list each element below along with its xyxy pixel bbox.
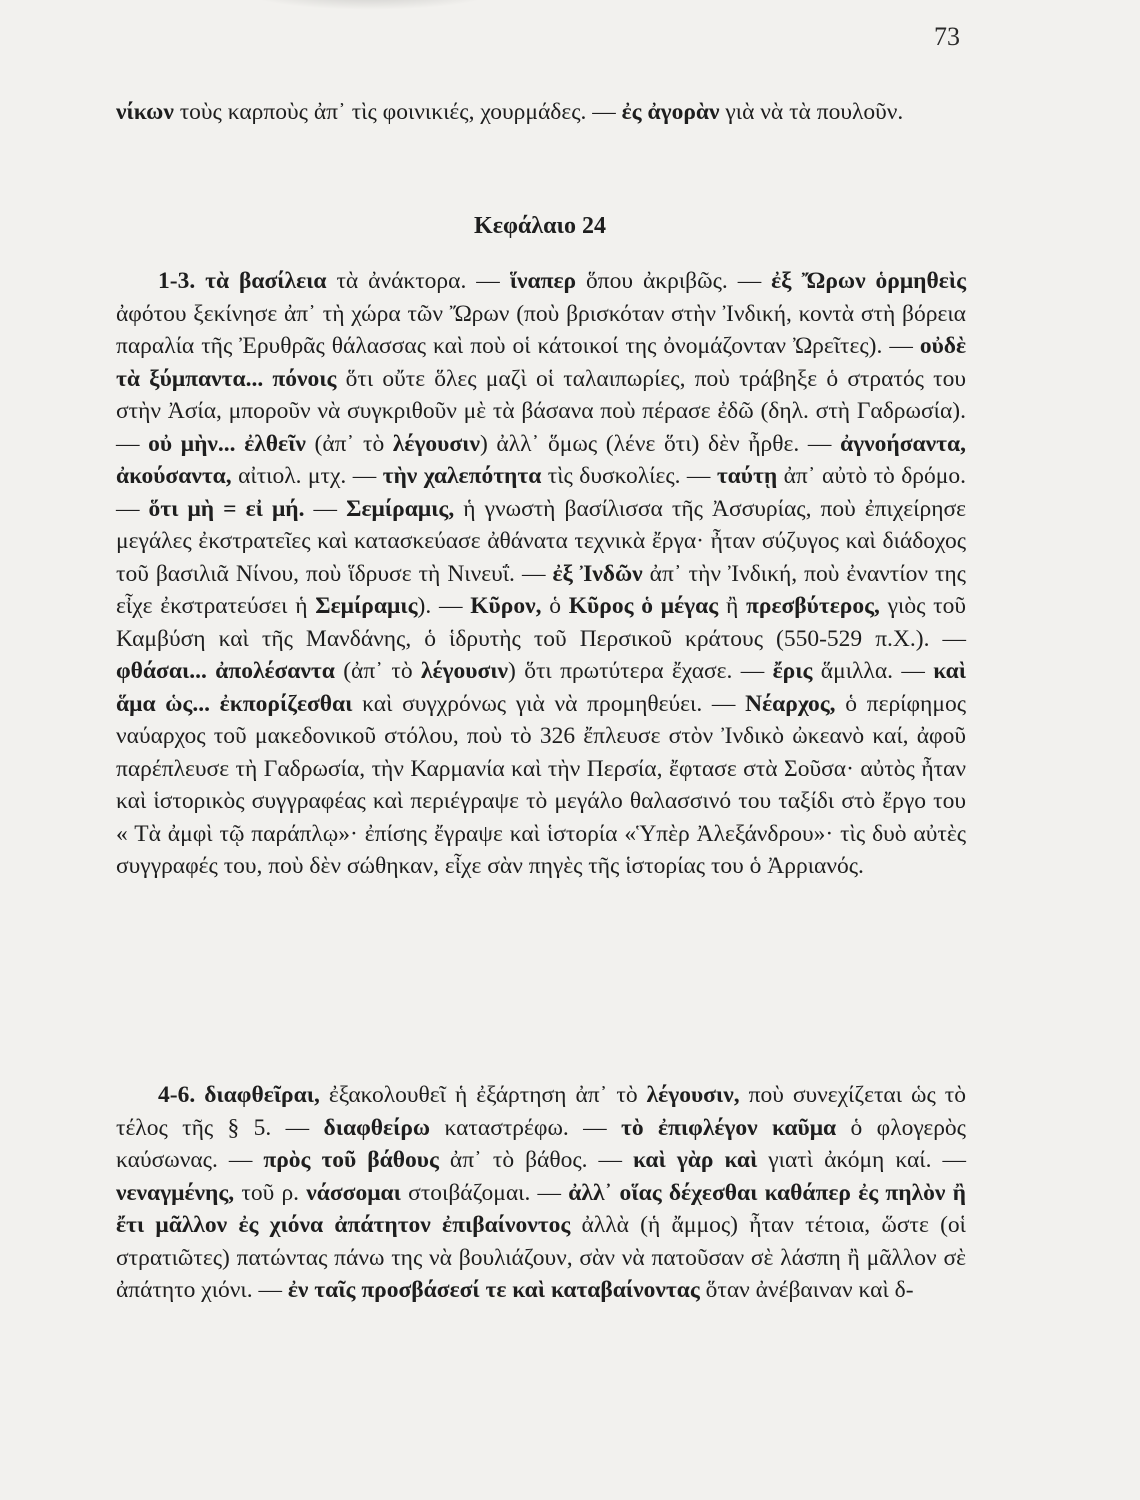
lemma-term: οὐδὲ τὰ ξύμπαντα... πόνοις xyxy=(116,333,966,392)
commentary-text: (ἀπ᾿ τὸ xyxy=(334,658,421,684)
commentary-section-4-6 xyxy=(116,1079,966,1307)
commentary-text: τὶς δυσκολίες. — xyxy=(541,463,717,489)
lemma-term: καὶ γὰρ καὶ xyxy=(633,1147,758,1173)
section-4-6-text xyxy=(116,1079,966,1307)
commentary-text: ἀφότου ξεκίνησε ἀπ᾿ τὴ χώρα τῶν Ὤρων (ποὺ βρισκόταν στὴν Ἰνδική, κοντὰ στὴ βόρεια παραλία τῆς Ἐρυθρᾶς θάλασσας καὶ ποὺ οἱ κάτοικοί της ὀνομάζονταν Ὠρεῖτες). — xyxy=(116,300,966,359)
lemma-term: λέγουσιν xyxy=(420,658,509,684)
commentary-text: καταστρέφω. — xyxy=(430,1114,622,1141)
commentary-text: ἀπ᾿ αὐτὸ τὸ δρόμο. — xyxy=(116,463,966,522)
commentary-text: (ἀπ᾿ τὸ xyxy=(305,430,393,457)
lemma-term: Σεμίραμις xyxy=(315,593,418,619)
lemma-term: τὴν χαλεπότητα xyxy=(382,463,542,489)
commentary-text: ὁ xyxy=(541,593,569,619)
commentary-text: στοιβάζομαι. — xyxy=(400,1179,569,1206)
lemma-term: διαφθείρω xyxy=(323,1114,431,1141)
intro-text xyxy=(116,96,966,129)
lemma-term: Νέαρχος, xyxy=(745,690,836,717)
lemma-term: πρεσβύτερος, xyxy=(746,593,880,619)
commentary-text: γιὸς τοῦ Καμβύση καὶ τῆς Μανδάνης, ὁ ἱδρυτὴς τοῦ Περσικοῦ κράτους (550-529 π.Χ.). — xyxy=(116,593,967,652)
commentary-text: ) ὅτι πρωτύτερα ἔχασε. — xyxy=(508,658,773,684)
lemma-term: νίκων xyxy=(116,99,174,125)
commentary-text: γιατὶ ἀκόμη καί. — xyxy=(757,1147,966,1173)
commentary-text: ἀλλὰ (ἡ ἄμμος) ἦταν τέτοια, ὥστε (οἱ στρατιῶτες) πατώντας πάνω της νὰ βουλιάζουν, σὰν νὰ πατοῦσαν σὲ λάσπη ἢ μᾶλλον σὲ ἀπάτητο χιόνι. — xyxy=(116,1212,966,1303)
lemma-term: ἐξ Ἰνδῶν xyxy=(552,560,643,587)
commentary-text: ὅτι οὔτε ὅλες μαζὶ οἱ ταλαιπωρίες, ποὺ τράβηξε ὁ στρατός του στὴν Ἀσία, μποροῦν νὰ συγκριθοῦν μὲ τὰ βάσανα ποὺ πέρασε ἐδῶ (δηλ. στὴ Γαδρωσία). — xyxy=(116,365,966,457)
commentary-text: ὁ περίφημος ναύαρχος τοῦ μακεδονικοῦ στόλου, ποὺ τὸ 326 ἔπλευσε στὸν Ἰνδικὸ ὠκεανὸ καί, ἀφοῦ παρέπλευσε τὴ Γαδρωσία, τὴν Καρμανία καὶ τὴν Περσία, ἔφτασε στὰ Σοῦσα· αὐτὸς ἦταν καὶ ἱστορικὸς συγγραφέας καὶ περιέγραψε τὸ μεγάλο θαλασσινό του ταξίδι στὸ ἔργο του « Τὰ ἀμφὶ τῷ παράπλῳ»· ἐπίσης ἔγραψε καὶ ἱστορία «Ὑπὲρ Ἀλεξάνδρου»· τὶς δυὸ αὐτὲς συγγραφές του, ποὺ δὲν σώθηκαν, εἶχε σὰν πηγὲς τῆς ἱστορίας του ὁ Ἀρριανός. xyxy=(116,690,967,879)
commentary-text: ἢ xyxy=(718,593,747,619)
lemma-term: λέγουσιν xyxy=(392,430,480,457)
commentary-section-1-3 xyxy=(116,265,966,883)
commentary-text: ἀπ᾿ τὴν Ἰνδική, ποὺ ἐναντίον της εἶχε ἐκστρατεύσει ἡ xyxy=(116,560,966,619)
commentary-text: ἐξακολουθεῖ ἡ ἐξάρτηση ἀπ᾿ τὸ xyxy=(319,1082,647,1108)
lemma-term: ἀγνοήσαντα, ἀκούσαντα, xyxy=(116,430,966,489)
lemma-term: Σεμίραμις, xyxy=(346,495,455,522)
lemma-term: νάσσομαι xyxy=(306,1179,401,1206)
lemma-term: ἔρις xyxy=(772,658,813,684)
lemma-term: φθάσαι... ἀπολέσαντα xyxy=(116,658,335,684)
commentary-text: ὅταν ἀνέβαιναν καὶ δ- xyxy=(699,1277,914,1303)
commentary-text: τοὺς καρποὺς ἀπ᾿ τὶς φοινικιές, χουρμάδες. — xyxy=(173,99,622,125)
lemma-term: ἵναπερ xyxy=(509,268,577,294)
lemma-term: τὸ ἐπιφλέγον καῦμα xyxy=(621,1114,837,1141)
lemma-term: 4-6. διαφθεῖραι, xyxy=(158,1082,320,1108)
scan-shadow xyxy=(240,0,500,10)
commentary-text: ἡ γνωστὴ βασίλισσα τῆς Ἀσσυρίας, ποὺ ἐπιχείρησε μεγάλες ἐκστρατεῖες καὶ κατασκεύασε ἀθάνατα τεχνικὰ ἔργα· ἦταν σύζυγος καὶ διάδοχος τοῦ βασιλιᾶ Νίνου, ποὺ ἵδρυσε τὴ Νινευΐ. — xyxy=(116,495,967,587)
lemma-term: 1-3. τὰ βασίλεια xyxy=(158,268,327,294)
commentary-text: τὰ ἀνάκτορα. — xyxy=(326,268,510,294)
lemma-term: ταύτῃ xyxy=(716,463,778,489)
lemma-term: οὐ μὴν... ἐλθεῖν xyxy=(148,430,306,457)
commentary-text: ποὺ συνεχίζεται ὡς τὸ τέλος τῆς § 5. — xyxy=(116,1082,966,1141)
lemma-term: πρὸς τοῦ βάθους xyxy=(263,1147,439,1173)
commentary-text: ἅμιλλα. — xyxy=(812,658,934,684)
commentary-text: γιὰ νὰ τὰ πουλοῦν. xyxy=(719,99,904,125)
page-number: 73 xyxy=(934,22,960,51)
commentary-text: ) ἀλλ᾿ ὅμως (λένε ὅτι) δὲν ἦρθε. — xyxy=(479,430,841,457)
commentary-text: τοῦ ρ. xyxy=(234,1179,307,1206)
commentary-text: ἀπ᾿ τὸ βάθος. — xyxy=(438,1147,634,1173)
lemma-term: ὅτι μὴ = εἰ μή. xyxy=(148,495,305,522)
lemma-term: ἐν ταῖς προσβάσεσί τε καὶ καταβαίνοντας xyxy=(287,1277,700,1303)
lemma-term: Κῦρον, xyxy=(470,593,542,619)
commentary-text: ὁ φλογερὸς καύσωνας. — xyxy=(116,1114,966,1173)
intro-paragraph xyxy=(116,96,966,129)
lemma-term: ἐς ἀγορὰν xyxy=(621,99,720,125)
lemma-term: ἀλλ᾿ οἵας δέχεσθαι καθάπερ ἐς πηλὸν ἢ ἔτι μᾶλλον ἐς χιόνα ἀπάτητον ἐπιβαίνοντος xyxy=(116,1179,967,1238)
chapter-heading: Κεφάλαιο 24 xyxy=(474,213,606,239)
commentary-text: καὶ συγχρόνως γιὰ νὰ προμηθεύει. — xyxy=(352,690,746,717)
lemma-term: Κῦρος ὁ μέγας xyxy=(568,593,719,619)
lemma-term: λέγουσιν, xyxy=(646,1082,740,1108)
lemma-term: ἐξ Ὤρων ὁρμηθεὶς xyxy=(771,268,966,294)
commentary-text: — xyxy=(304,495,347,522)
lemma-term: καὶ ἅμα ὡς... ἐκπορίζεσθαι xyxy=(116,658,966,717)
commentary-text: ὅπου ἀκριβῶς. — xyxy=(576,268,772,294)
commentary-text: αἰτιολ. μτχ. — xyxy=(231,463,383,489)
lemma-term: νεναγμένης, xyxy=(116,1179,235,1206)
section-1-3-text xyxy=(116,265,966,883)
commentary-text: ). — xyxy=(417,593,471,619)
